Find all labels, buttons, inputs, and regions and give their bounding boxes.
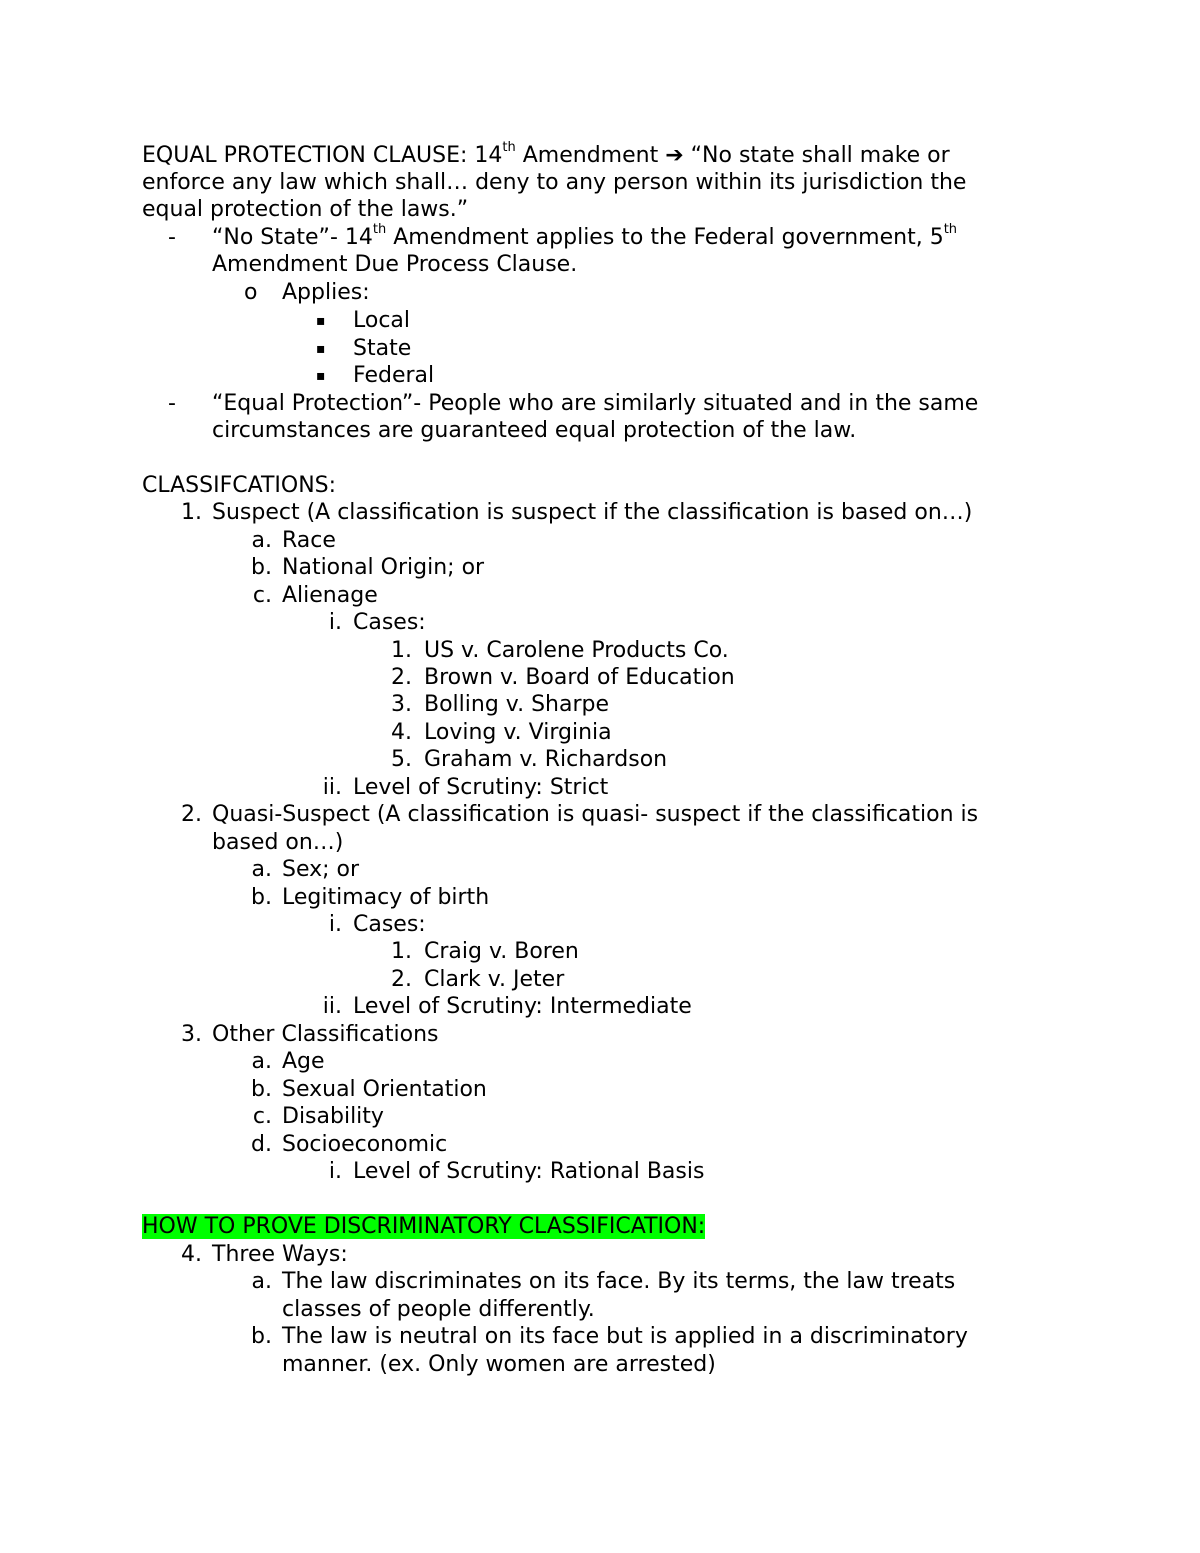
superscript: th xyxy=(502,139,516,155)
case-item: Graham v. Richardson xyxy=(424,747,668,772)
list-letter: a. xyxy=(251,857,272,882)
case-item: Craig v. Boren xyxy=(424,939,579,964)
way-a-cont: classes of people differently. xyxy=(282,1297,595,1322)
list-letter: d. xyxy=(251,1132,272,1157)
level-local: Local xyxy=(353,308,411,333)
bullet-text: Amendment applies to the Federal government, 5 xyxy=(386,225,944,250)
other-sexual-orientation: Sexual Orientation xyxy=(282,1077,487,1102)
bullet-equal-protection-cont: circumstances are guaranteed equal protection of the law. xyxy=(212,418,857,443)
list-number: 2. xyxy=(391,665,412,690)
list-roman: ii. xyxy=(322,775,342,800)
bullet-no-state xyxy=(212,221,958,252)
highlighted-heading: HOW TO PROVE DISCRIMINATORY CLASSIFICATION: xyxy=(142,1214,706,1239)
classifications-heading: CLASSIFCATIONS: xyxy=(142,473,337,498)
way-b: The law is neutral on its face but is applied in a discriminatory xyxy=(282,1324,968,1349)
epc-line-2: enforce any law which shall… deny to any person within its jurisdiction the xyxy=(142,170,967,195)
suspect-item: Suspect (A classification is suspect if the classification is based on…) xyxy=(212,500,973,525)
list-letter: c. xyxy=(252,1104,272,1129)
quasi-suspect-item: Quasi-Suspect (A classification is quasi- suspect if the classification is xyxy=(212,802,979,827)
list-letter: a. xyxy=(251,1049,272,1074)
other-disability: Disability xyxy=(282,1104,384,1129)
list-letter: b. xyxy=(251,1324,272,1349)
way-a: The law discriminates on its face. By its terms, the law treats xyxy=(282,1269,956,1294)
list-number: 1. xyxy=(391,638,412,663)
case-item: Clark v. Jeter xyxy=(424,967,565,992)
quasi-suspect-cont: based on…) xyxy=(212,830,344,855)
level-federal: Federal xyxy=(353,363,435,388)
way-b-cont: manner. (ex. Only women are arrested) xyxy=(282,1352,716,1377)
bullet-text: “No State”- 14 xyxy=(212,225,373,250)
level-state: State xyxy=(353,336,412,361)
list-letter: a. xyxy=(251,1269,272,1294)
list-number: 2. xyxy=(391,967,412,992)
square-bullet-icon: ▪ xyxy=(316,368,326,384)
list-number: 2. xyxy=(181,802,202,827)
epc-line-1 xyxy=(142,139,950,170)
list-roman: i. xyxy=(328,912,342,937)
other-age: Age xyxy=(282,1049,325,1074)
epc-line-3: equal protection of the laws.” xyxy=(142,197,469,222)
applies-label: Applies: xyxy=(282,280,370,305)
dash-marker: - xyxy=(168,225,176,250)
scrutiny-rational-basis: Level of Scrutiny: Rational Basis xyxy=(353,1159,705,1184)
list-letter: b. xyxy=(251,1077,272,1102)
quasi-legitimacy: Legitimacy of birth xyxy=(282,885,490,910)
case-item: Brown v. Board of Education xyxy=(424,665,735,690)
list-roman: i. xyxy=(328,1159,342,1184)
other-socioeconomic: Socioeconomic xyxy=(282,1132,448,1157)
list-number: 3. xyxy=(181,1022,202,1047)
square-bullet-icon: ▪ xyxy=(316,313,326,329)
bullet-no-state-cont: Amendment Due Process Clause. xyxy=(212,252,578,277)
epc-text: EQUAL PROTECTION CLAUSE: 14 xyxy=(142,143,503,168)
list-number: 5. xyxy=(391,747,412,772)
case-item: Bolling v. Sharpe xyxy=(424,692,610,717)
list-number: 1. xyxy=(181,500,202,525)
quasi-sex: Sex; or xyxy=(282,857,360,882)
list-letter: a. xyxy=(251,528,272,553)
list-letter: c. xyxy=(252,583,272,608)
list-number: 4. xyxy=(391,720,412,745)
bullet-equal-protection: “Equal Protection”- People who are similarly situated and in the same xyxy=(212,391,979,416)
list-roman: ii. xyxy=(322,994,342,1019)
quasi-cases-label: Cases: xyxy=(353,912,426,937)
suspect-race: Race xyxy=(282,528,336,553)
arrow-icon: ➔ xyxy=(665,143,684,168)
list-number: 3. xyxy=(391,692,412,717)
suspect-alienage: Alienage xyxy=(282,583,378,608)
list-number: 1. xyxy=(391,939,412,964)
case-item: US v. Carolene Products Co. xyxy=(424,638,729,663)
list-letter: b. xyxy=(251,885,272,910)
scrutiny-intermediate: Level of Scrutiny: Intermediate xyxy=(353,994,692,1019)
three-ways-item: Three Ways: xyxy=(212,1242,348,1267)
epc-text: “No state shall make or xyxy=(683,143,950,168)
square-bullet-icon: ▪ xyxy=(316,341,326,357)
case-item: Loving v. Virginia xyxy=(424,720,612,745)
superscript: th xyxy=(372,221,387,237)
other-classifications-item: Other Classifications xyxy=(212,1022,439,1047)
list-letter: b. xyxy=(251,555,272,580)
superscript: th xyxy=(943,221,958,237)
prove-heading xyxy=(142,1213,705,1241)
circle-marker: o xyxy=(244,280,258,305)
epc-text: Amendment xyxy=(515,143,666,168)
dash-marker: - xyxy=(168,391,176,416)
scrutiny-strict: Level of Scrutiny: Strict xyxy=(353,775,609,800)
list-number: 4. xyxy=(181,1242,202,1267)
suspect-national-origin: National Origin; or xyxy=(282,555,485,580)
suspect-cases-label: Cases: xyxy=(353,610,426,635)
list-roman: i. xyxy=(328,610,342,635)
